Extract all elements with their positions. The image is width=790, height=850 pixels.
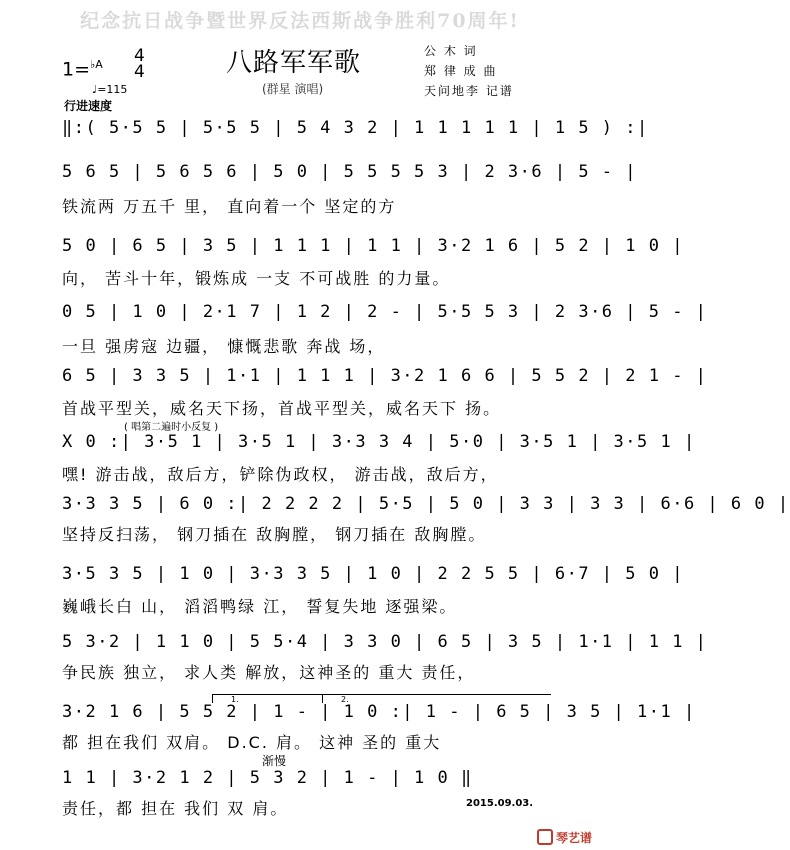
score-line-7-notes: 3·3 3 5 | 6 0 :| 2 2 2 2 | 5·5 | 5 0 | 3 3 | 3 3 | 6·6 | 6 0 | [62,494,790,514]
score-line-11-notes: 1 1 | 3·2 1 2 | 5 3 2 | 1 - | 1 0 ‖ [62,768,473,788]
score-line-4-notes: 0 5 | 1 0 | 2·1 7 | 1 2 | 2 - | 5·5 5 3 | 2 3·6 | 5 - | [62,302,708,322]
volta-2-label: 2. [341,695,349,704]
score-line-6-notes: X 0 :| 3·5 1 | 3·5 1 | 3·3 3 4 | 5·0 | 3·5 1 | 3·5 1 | [62,432,696,452]
score-line-8-notes: 3·5 3 5 | 1 0 | 3·3 3 5 | 1 0 | 2 2 5 5 | 6·7 | 5 0 | [62,564,684,584]
tempo-marking: ♩=115 [92,83,128,96]
transcription-date: 2015.09.03. [466,798,534,809]
site-logo [537,829,592,846]
time-denominator: 4 [134,62,145,82]
commemorative-banner: 纪念抗日战争暨世界反法西斯战争胜利70周年! [80,10,520,32]
score-line-3-lyrics: 向， 苦斗十年，锻炼成 一支 不可战胜 的力量。 [62,269,451,288]
score-line-8-lyrics: 巍峨长白 山， 滔滔鸭绿 江， 誓复失地 逐强梁。 [62,597,458,616]
key-signature [62,58,103,80]
key-flat-note: ♭A [90,58,103,71]
lyricist-credit: 公 木 词 [424,44,478,58]
key-label: 1= [62,58,91,81]
logo-icon [537,829,553,845]
score-line-4-lyrics: 一旦 强虏寇 边疆， 慷慨悲歌 奔战 场， [62,337,386,356]
score-line-5-lyrics: 首战平型关，威名天下扬，首战平型关，威名天下 扬。 [62,399,502,418]
volta-1-label: 1. [231,695,239,704]
score-line-9-notes: 5 3·2 | 1 1 0 | 5 5·4 | 3 3 0 | 6 5 | 3 5 | 1·1 | 1 1 | [62,632,708,652]
score-line-5-notes: 6 5 | 3 3 5 | 1·1 | 1 1 1 | 3·2 1 6 6 | 5 5 2 | 2 1 - | [62,366,708,386]
score-line-2-notes: 5 6 5 | 5 6 5 6 | 5 0 | 5 5 5 5 3 | 2 3·6 | 5 - | [62,162,638,182]
score-line-7-lyrics: 坚持反扫荡， 钢刀插在 敌胸膛， 钢刀插在 敌胸膛。 [62,525,487,544]
repeat-instruction: ( 唱第二遍时小反复 ) [124,422,219,433]
score-line-10-lyrics: 都 担在我们 双肩。 D.C. 肩。 这神 圣的 重大 [62,733,442,752]
ritardando-marking: 渐慢 [262,754,287,768]
transcriber-credit: 天问地李 记谱 [424,84,514,98]
composer-credit: 郑 律 成 曲 [424,64,498,78]
score-line-9-lyrics: 争民族 独立， 求人类 解放，这神圣的 重大 责任， [62,663,476,682]
score-line-2-lyrics: 铁流两 万五千 里， 直向着一个 坚定的方 [62,197,397,216]
logo-text: 琴艺谱 [555,831,592,845]
score-line-10-notes: 3·2 1 6 | 5 5 2 | 1 - | 1 0 :| 1 - | 6 5 | 3 5 | 1·1 | [62,702,696,722]
song-subtitle: (群星 演唱) [262,82,324,96]
score-line-11-lyrics: 责任，都 担在 我们 双 肩。 [62,799,289,818]
song-title: 八路军军歌 [226,48,362,78]
score-line-3-notes: 5 0 | 6 5 | 3 5 | 1 1 1 | 1 1 | 3·2 1 6 | 5 2 | 1 0 | [62,236,684,256]
time-signature [134,48,145,80]
score-line-6-lyrics: 嘿! 游击战，敌后方，铲除伪政权， 游击战，敌后方， [62,465,499,484]
time-numerator: 4 [134,46,145,66]
score-line-1-notes: ‖:( 5·5 5 | 5·5 5 | 5 4 3 2 | 1 1 1 1 1 | 1 5 ) :| [62,118,649,138]
speed-marking: 行进速度 [64,99,113,113]
